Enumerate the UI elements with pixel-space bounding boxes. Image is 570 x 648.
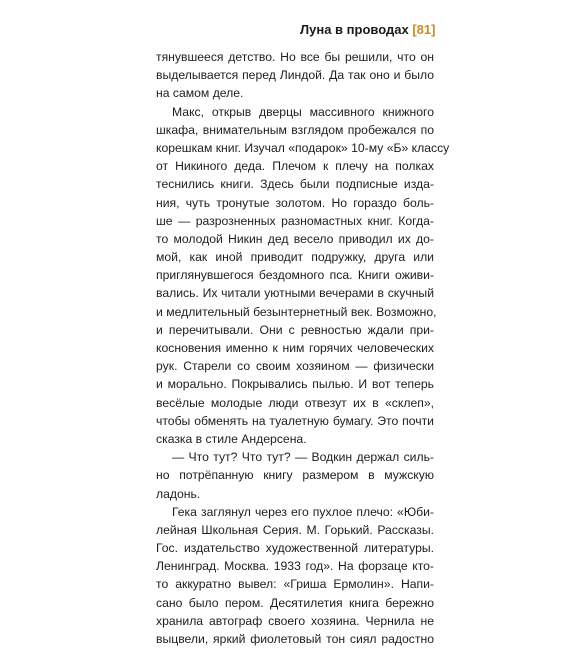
book-title: Луна в проводах	[300, 22, 409, 37]
text-line: лейная Школьная Серия. М. Горький. Рассказы.	[156, 522, 434, 537]
text-line: ше — разрозненных разномастных книг. Когда-	[156, 213, 434, 228]
text-line: выделывается перед Линдой. Да так оно и было	[156, 68, 434, 83]
text-line: но потрёпанную книгу размером в мужскую	[156, 468, 434, 483]
text-line: выцвели, яркий фиолетовый тон сиял радостно	[156, 632, 434, 646]
text-line: и перечитывали. Они с ревностью ждали при-	[156, 322, 434, 337]
text-line: сказка в стиле Андерсена.	[156, 431, 307, 446]
text-line: приглянувшегося бездомного пса. Книги оживи-	[156, 268, 434, 283]
text-line: весёлые молодые люди отвезут их в «склеп»,	[156, 395, 434, 410]
text-line: чтобы обменять на туалетную бумагу. Это почти	[156, 413, 434, 428]
text-line: корешкам книг. Изучал «подарок» 10-му «Б» классу	[156, 140, 450, 155]
text-line: сано было пером. Десятилетия книга бережно	[156, 595, 434, 610]
text-line: рук. Старели со своим хозяином — физически	[156, 359, 434, 374]
text-line: теснились книги. Здесь были подписные изда-	[156, 177, 434, 192]
text-line: Гос. издательство художественной литературы.	[156, 541, 434, 556]
text-line: и медлительный безынтернетный век. Возможно,	[156, 304, 437, 319]
text-line: тянувшееся детство. Но все бы решили, что он	[156, 50, 434, 64]
text-line: — Что тут? Что тут? — Водкин держал силь-	[172, 450, 434, 465]
text-line: мой, как иной приводит подружку, друга или	[156, 250, 434, 265]
text-line: шкафа, внимательным взглядом пробежался по	[156, 122, 434, 137]
text-line: ния, чуть тронутые золотом. Но гораздо боль-	[156, 195, 434, 210]
text-line: Ленинград. Москва. 1933 год». На форзаце кто-	[156, 559, 434, 574]
text-line: косновения именно к ним горячих человеческих	[156, 341, 434, 355]
text-line: то молодой Никин дед весело приводил их до-	[156, 231, 434, 246]
text-line: на самом деле.	[156, 86, 244, 101]
text-line: то аккуратно вывел: «Гриша Ермолин». Напи-	[156, 577, 434, 592]
body-text	[156, 48, 450, 648]
text-line: от Никиного деда. Плечом к плечу на полках	[156, 159, 434, 174]
text-line: хранила автограф своего хозяина. Чернила не	[156, 613, 434, 628]
text-line: и морально. Покрывались пылью. И вот теперь	[156, 377, 434, 392]
text-line: Макс, открыв дверцы массивного книжного	[172, 104, 434, 119]
text-line: вались. Их читали уютными вечерами в скучный	[156, 286, 434, 301]
running-header	[300, 22, 434, 37]
text-line: ладонь.	[156, 486, 201, 501]
page-number: [81]	[412, 22, 436, 37]
text-line: Гека заглянул через его пухлое плечо: «Юби-	[172, 504, 434, 519]
